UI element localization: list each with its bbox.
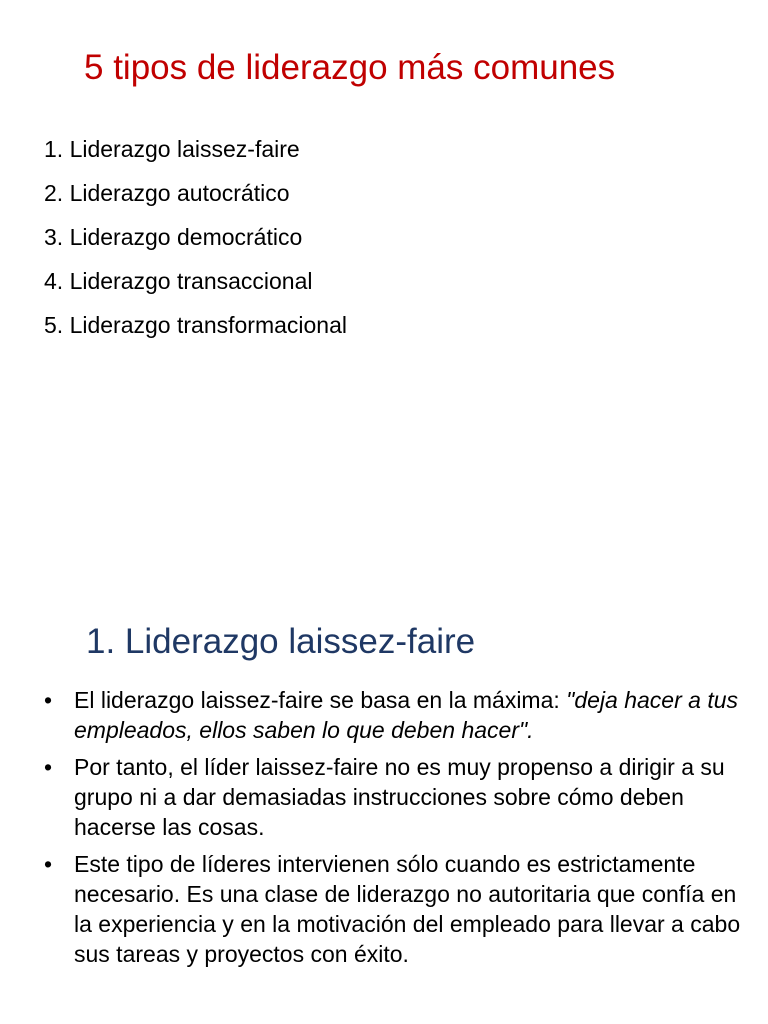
list-item: 5. Liderazgo transformacional	[44, 312, 347, 338]
slide-1-title: 5 tipos de liderazgo más comunes	[84, 48, 616, 87]
bullet-dot: •	[44, 754, 53, 780]
bullet-item	[44, 752, 744, 842]
list-item: 2. Liderazgo autocrático	[44, 180, 290, 206]
bullet-list	[44, 685, 744, 976]
bullet-dot: •	[44, 687, 53, 713]
list-item: 1. Liderazgo laissez-faire	[44, 136, 300, 162]
leadership-types-list	[44, 127, 347, 347]
slide-2-title: 1. Liderazgo laissez-faire	[86, 622, 476, 661]
bullet-dot: •	[44, 851, 53, 877]
bullet-text: El liderazgo laissez-faire se basa en la máxima:	[74, 687, 567, 713]
list-item: 3. Liderazgo democrático	[44, 224, 303, 250]
bullet-quote: "deja hacer a tus empleados, ellos saben lo que deben hacer".	[74, 687, 738, 743]
bullet-text: Por tanto, el líder laissez-faire no es muy propenso a dirigir a su grupo ni a dar demasiadas instrucciones sobre cómo deben hacerse las cosas.	[74, 754, 725, 840]
bullet-item	[44, 685, 744, 745]
list-item: 4. Liderazgo transaccional	[44, 268, 313, 294]
slide-2	[0, 596, 768, 1024]
bullet-text: Este tipo de líderes intervienen sólo cuando es estrictamente necesario. Es una clase de liderazgo no autoritaria que confía en la experiencia y en la motivación del empleado para llevar a cabo sus tareas y proyectos con éxito.	[74, 851, 741, 967]
bullet-item	[44, 849, 744, 969]
